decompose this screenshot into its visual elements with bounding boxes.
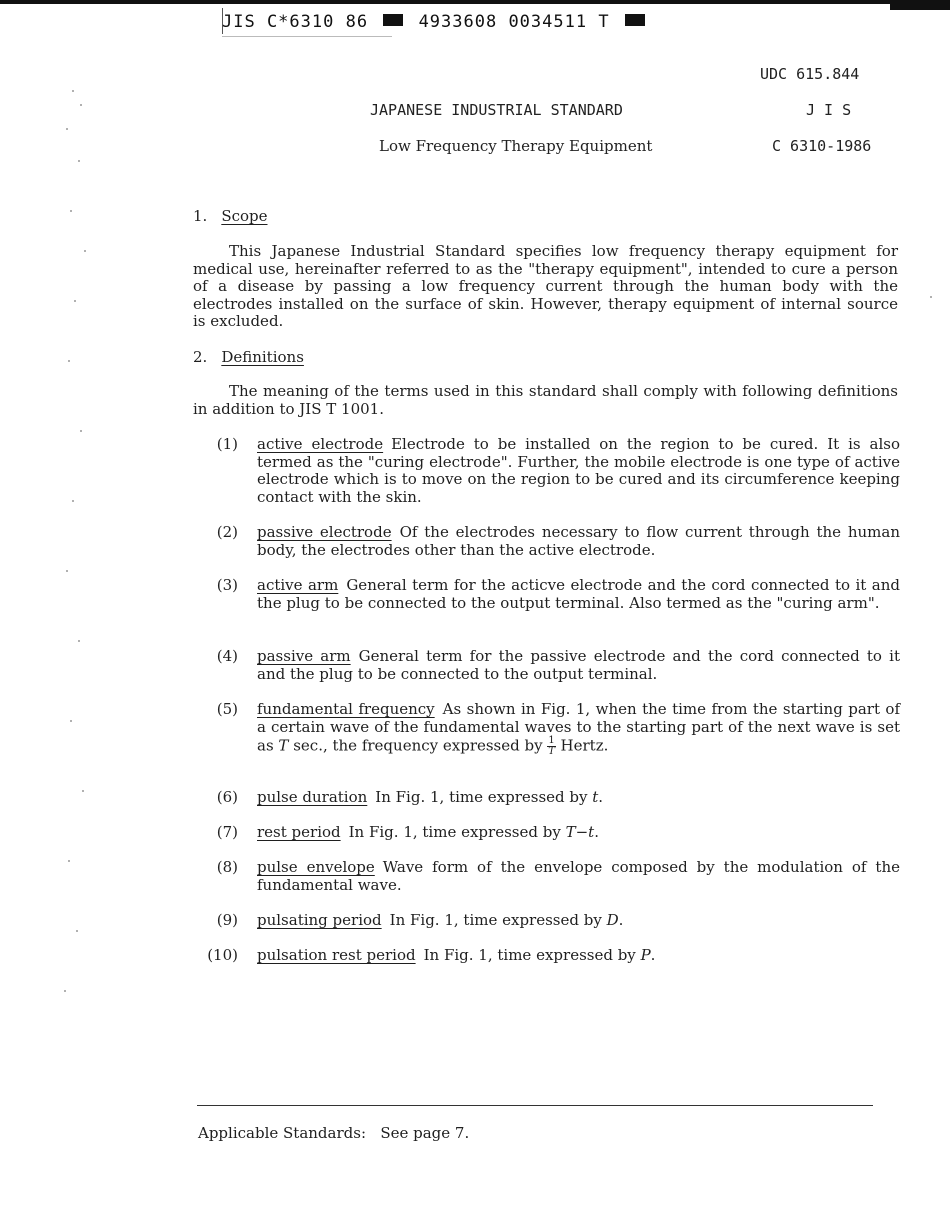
definition-text: Wave form of the envelope composed by the modulation of the fundamental wave. bbox=[257, 858, 900, 894]
definition-text: In Fig. 1, time expressed by bbox=[348, 823, 561, 841]
definition-item bbox=[200, 912, 900, 930]
definition-number: (8) bbox=[216, 858, 238, 876]
definition-text: General term for the passive electrode and the cord connected to it and the plug to be connected to the output terminal. bbox=[257, 647, 900, 683]
fraction-numerator: 1 bbox=[548, 735, 555, 746]
definition-number: (1) bbox=[216, 435, 238, 453]
definition-item bbox=[200, 859, 900, 894]
scope-paragraph: This Japanese Industrial Standard specifies low frequency therapy equipment for medical use, hereinafter referred to as the "therapy equipment", intended to cure a person of a disease by passing a low frequency current through the human body with the electrodes installed on the surface of skin. However, therapy equipment of internal source is excluded. bbox=[193, 242, 898, 330]
definitions-intro-paragraph: The meaning of the terms used in this standard shall comply with following definitions in addition to JIS T 1001. bbox=[193, 382, 898, 418]
definition-item bbox=[200, 947, 900, 965]
definition-term: rest period bbox=[257, 823, 341, 841]
definition-term: pulsation rest period bbox=[257, 946, 416, 964]
scan-top-edge bbox=[0, 0, 950, 4]
fraction-denominator: T bbox=[548, 746, 555, 757]
udc-code: UDC 615.844 bbox=[760, 65, 860, 83]
variable-symbol: T bbox=[278, 736, 289, 755]
definition-item bbox=[200, 436, 900, 506]
definition-text: In Fig. 1, time expressed by bbox=[389, 911, 602, 929]
definition-tail: . bbox=[598, 788, 604, 806]
definition-text-end: Hertz. bbox=[560, 736, 609, 755]
redaction-block-icon bbox=[383, 14, 403, 26]
section-number: 1. bbox=[193, 207, 208, 225]
definition-number: (4) bbox=[216, 647, 238, 665]
definition-item bbox=[200, 524, 900, 559]
definition-text: As shown in Fig. 1, when the time from the starting part of a certain wave of the fundamental waves to the starting part of the next wave is set as bbox=[257, 700, 900, 755]
definition-item bbox=[200, 701, 900, 757]
section-heading-scope bbox=[193, 207, 268, 225]
fraction-symbol bbox=[547, 736, 555, 757]
definition-tail: . bbox=[594, 823, 599, 841]
definition-number: (7) bbox=[216, 823, 238, 841]
definition-tail: . bbox=[618, 911, 624, 929]
definition-text-cont: sec., the frequency expressed by bbox=[293, 736, 543, 755]
definition-term: pulse duration bbox=[257, 788, 368, 806]
variable-symbol: t bbox=[592, 788, 599, 806]
definition-number: (3) bbox=[216, 576, 238, 594]
footer-value: See page 7. bbox=[380, 1124, 470, 1142]
footer-rule bbox=[197, 1105, 873, 1106]
variable-symbol: D bbox=[606, 911, 619, 929]
definition-text: In Fig. 1, time expressed by bbox=[423, 946, 636, 964]
definition-item bbox=[200, 577, 900, 612]
footer-label: Applicable Standards: bbox=[198, 1124, 366, 1142]
standard-number: C 6310-1986 bbox=[772, 137, 872, 155]
definition-number: (2) bbox=[216, 523, 238, 541]
section-title: Scope bbox=[221, 207, 268, 225]
definition-term: pulse envelope bbox=[257, 858, 375, 876]
definition-item bbox=[200, 789, 900, 807]
definition-tail: . bbox=[650, 946, 656, 964]
definition-term: active electrode bbox=[257, 435, 384, 453]
jis-mark: J I S bbox=[806, 101, 852, 119]
section-heading-definitions bbox=[193, 348, 304, 366]
definition-number: (6) bbox=[216, 788, 238, 806]
header-code-rule bbox=[222, 36, 392, 37]
definition-item bbox=[200, 824, 900, 842]
variable-symbol: P bbox=[640, 946, 651, 964]
header-code-part1: JIS C*6310 86 bbox=[222, 12, 369, 32]
definition-number: (10) bbox=[207, 946, 238, 964]
variable-symbol: T−t bbox=[565, 823, 595, 841]
definition-text: Of the electrodes necessary to flow current through the human body, the electrodes other than the active electrode. bbox=[257, 523, 900, 559]
definition-term: passive arm bbox=[257, 647, 351, 665]
definition-number: (9) bbox=[216, 911, 238, 929]
definition-text: Electrode to be installed on the region to be cured. It is also termed as the "curing electrode". Further, the mobile electrode is one type of active electrode which is to move on the region to be cured and its circumference keeping contact with the skin. bbox=[257, 435, 900, 506]
applicable-standards-footnote bbox=[198, 1124, 469, 1142]
definition-term: passive electrode bbox=[257, 523, 392, 541]
definition-term: pulsating period bbox=[257, 911, 382, 929]
redaction-block-icon bbox=[625, 14, 645, 26]
definition-term: active arm bbox=[257, 576, 339, 594]
section-number: 2. bbox=[193, 348, 208, 366]
section-title: Definitions bbox=[221, 348, 304, 366]
definition-text: In Fig. 1, time expressed by bbox=[375, 788, 588, 806]
scan-top-edge-corner bbox=[890, 0, 950, 10]
definition-term: fundamental frequency bbox=[257, 700, 435, 718]
definition-number: (5) bbox=[216, 700, 238, 718]
standard-subject: Low Frequency Therapy Equipment bbox=[379, 137, 653, 155]
definition-item bbox=[200, 648, 900, 683]
standard-title: JAPANESE INDUSTRIAL STANDARD bbox=[370, 101, 623, 119]
header-code-line bbox=[222, 12, 649, 32]
header-code-part2: 4933608 0034511 T bbox=[418, 12, 610, 32]
definition-text: General term for the acticve electrode and the cord connected to it and the plug to be connected to the output terminal. Also termed as the "curing arm". bbox=[257, 576, 901, 612]
